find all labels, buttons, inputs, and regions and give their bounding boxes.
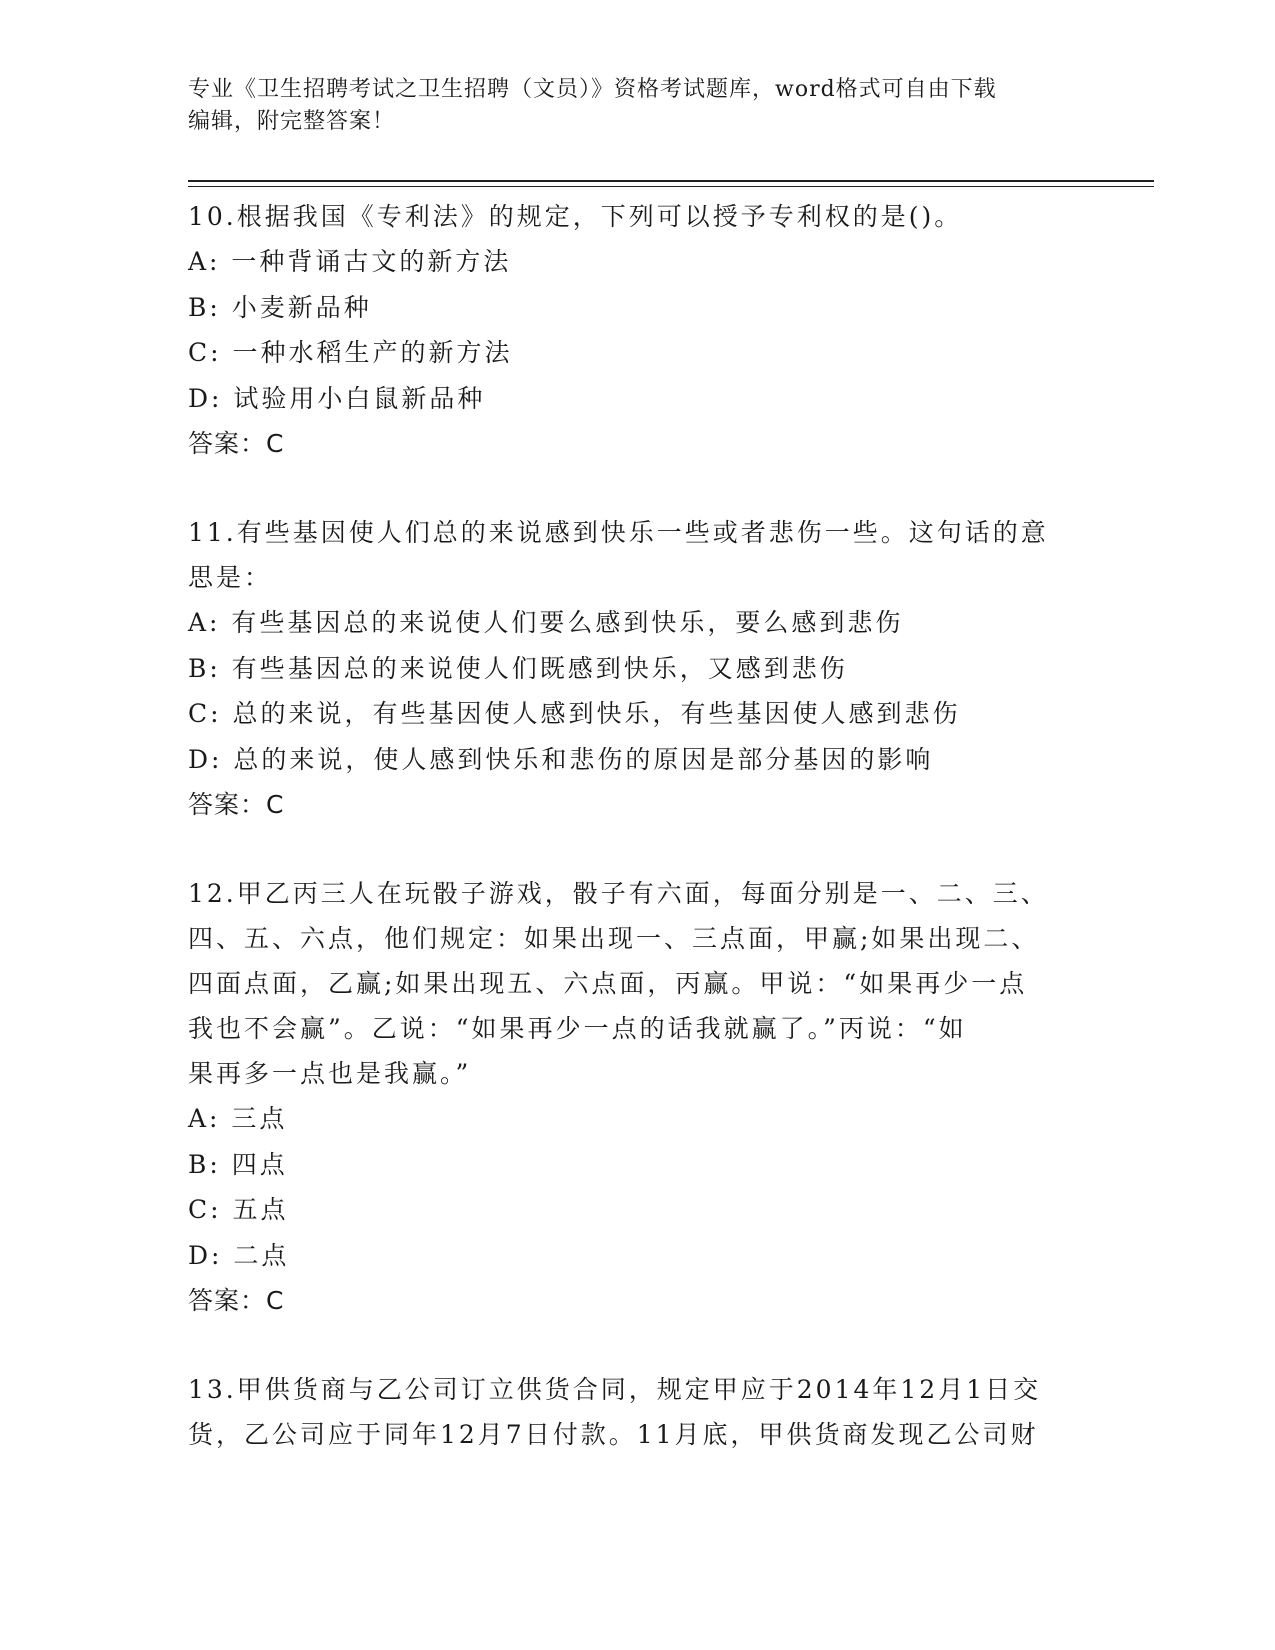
question-stem-line: 货，乙公司应于同年12月7日付款。11月底，甲供货商发现乙公司财 [188,1420,1039,1449]
page-header [188,74,1068,138]
option-c: C: 总的来说，有些基因使人感到快乐，有些基因使人感到悲伤 [188,699,961,728]
answer: 答案：C [188,1286,285,1315]
question-12 [188,871,1088,1323]
question-stem-line: 我也不会赢”。乙说：“如果再少一点的话我就赢了。”丙说：“如 [188,1014,967,1043]
option-c: C: 五点 [188,1195,289,1224]
option-a: A: 三点 [188,1104,288,1133]
header-rule-thick [188,180,1154,182]
answer: 答案：C [188,429,285,458]
option-d: D: 试验用小白鼠新品种 [188,383,486,413]
question-stem-line: 思是： [188,563,273,592]
answer: 答案：C [188,790,285,819]
question-stem-line: 12.甲乙丙三人在玩骰子游戏，骰子有六面，每面分别是一、二、三、 [188,879,1049,908]
question-list [188,194,1088,1457]
option-a: A: 有些基因总的来说使人们要么感到快乐，要么感到悲伤 [188,608,904,637]
question-stem-line: 11.有些基因使人们总的来说感到快乐一些或者悲伤一些。这句话的意 [188,518,1049,547]
option-d: D: 二点 [188,1240,290,1270]
question-10 [188,194,1088,466]
question-11 [188,510,1088,827]
option-a: A: 一种背诵古文的新方法 [188,247,512,276]
question-stem-line: 四面点面，乙赢;如果出现五、六点面，丙赢。甲说：“如果再少一点 [188,969,1028,998]
option-b: B: 小麦新品种 [188,292,372,322]
question-stem-line: 四、五、六点，他们规定：如果出现一、三点面，甲赢;如果出现二、 [188,924,1040,953]
header-line-1: 专业《卫生招聘考试之卫生招聘（文员）》资格考试题库，word格式可自由下载 [188,77,997,102]
header-rule-thin [188,186,1154,187]
header-line-2: 编辑，附完整答案！ [188,109,396,134]
question-stem-line: 13.甲供货商与乙公司订立供货合同，规定甲应于2014年12月1日交 [188,1375,1042,1404]
option-b: B: 有些基因总的来说使人们既感到快乐，又感到悲伤 [188,653,848,683]
option-d: D: 总的来说，使人感到快乐和悲伤的原因是部分基因的影响 [188,744,934,774]
question-13 [188,1367,1088,1457]
question-stem-line: 果再多一点也是我赢。” [188,1059,472,1088]
question-stem-line: 10.根据我国《专利法》的规定，下列可以授予专利权的是()。 [188,202,963,231]
option-b: B: 四点 [188,1149,288,1179]
option-c: C: 一种水稻生产的新方法 [188,338,513,367]
